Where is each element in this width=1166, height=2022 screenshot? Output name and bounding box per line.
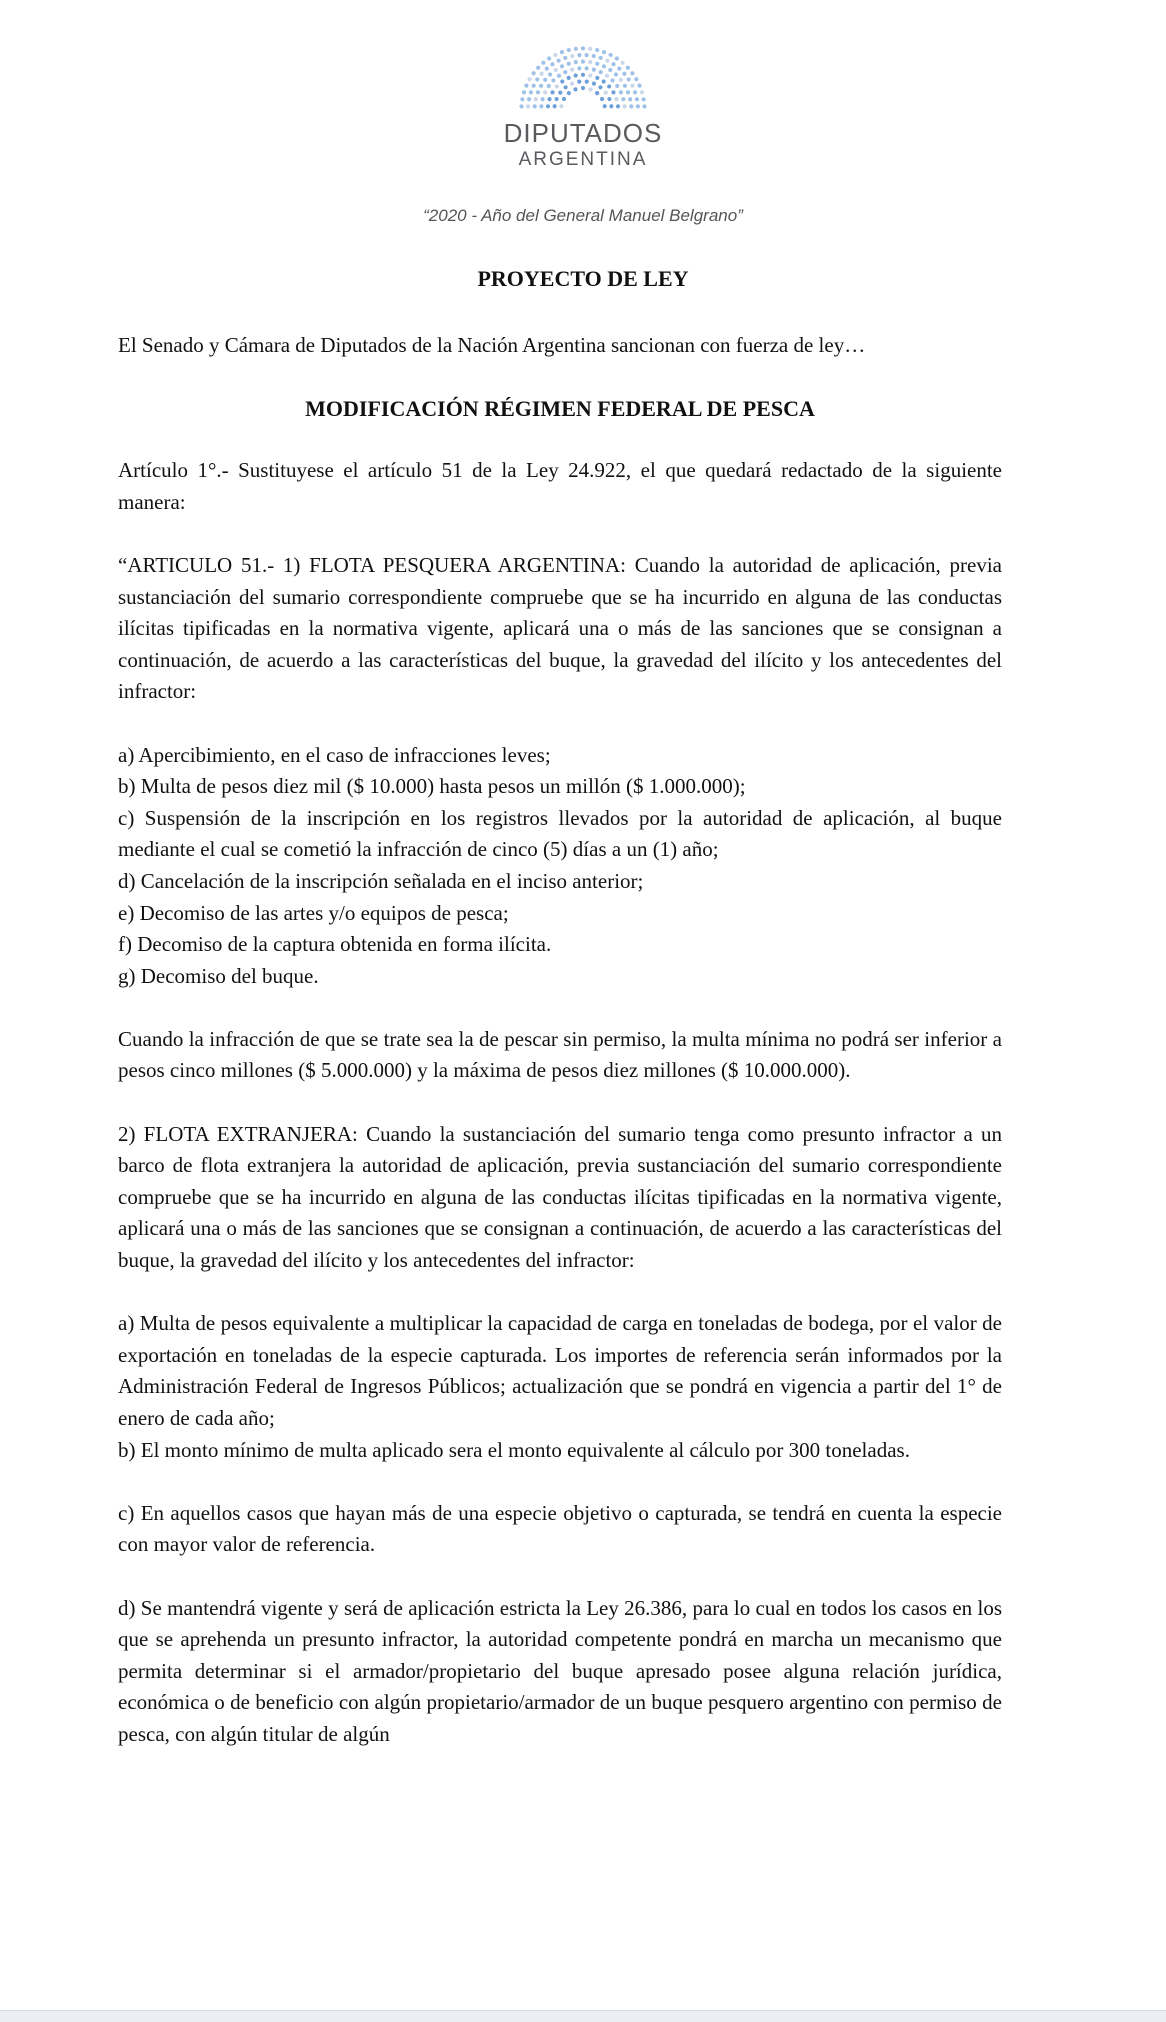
article-51-intro: “ARTICULO 51.- 1) FLOTA PESQUERA ARGENTINA: Cuando la autoridad de aplicación, previa sustanciación del sumario correspondiente compruebe que se ha incurrido en alguna de las conductas ilícitas tipificadas en la normativa vigente, aplicará una o más de las sanciones que se consignan a continuación, de acuerdo a las características del buque, la gravedad del ilícito y los antecedentes del infractor:: [118, 552, 1002, 704]
diputados-logo: [0, 40, 1166, 172]
sanction-item-c: c) Suspensión de la inscripción en los registros llevados por la autoridad de aplicación, al buque mediante el cual se cometió la infracción de cinco (5) días a un (1) año;: [118, 805, 1002, 862]
viewer-bottom-edge: [0, 2010, 1166, 2022]
foreign-fleet-paragraph: 2) FLOTA EXTRANJERA: Cuando la sustanciación del sumario tenga como presunto infractor a un barco de flota extranjera la autoridad de aplicación, previa sustanciación del sumario correspondiente compruebe que se ha incurrido en alguna de las conductas ilícitas tipificadas en la normativa vigente, aplicará una o más de las sanciones que se consignan a continuación, de acuerdo a las características del buque, la gravedad del ilícito y los antecedentes del infractor:: [118, 1121, 1002, 1273]
sanction-item-b: b) Multa de pesos diez mil ($ 10.000) hasta pesos un millón ($ 1.000.000);: [118, 774, 746, 799]
foreign-item-c: c) En aquellos casos que hayan más de una especie objetivo o capturada, se tendrá en cuenta la especie con mayor valor de referencia.: [118, 1500, 1002, 1557]
enacting-clause: El Senado y Cámara de Diputados de la Nación Argentina sancionan con fuerza de ley…: [118, 333, 866, 357]
sanction-item-g: g) Decomiso del buque.: [118, 963, 319, 988]
foreign-item-b: b) El monto mínimo de multa aplicado sera el monto equivalente al cálculo por 300 toneladas.: [118, 1437, 910, 1462]
section-title: MODIFICACIÓN RÉGIMEN FEDERAL DE PESCA: [305, 395, 815, 421]
document-title: PROYECTO DE LEY: [477, 266, 689, 291]
year-motto: “2020 - Año del General Manuel Belgrano”: [423, 206, 743, 225]
foreign-item-a: a) Multa de pesos equivalente a multiplicar la capacidad de carga en toneladas de bodega, por el valor de exportación en toneladas de la especie capturada. Los importes de referencia serán informados por la Administración Federal de Ingresos Públicos; actualización que se pondrá en vigencia a partir del 1° de enero de cada año;: [118, 1311, 1002, 1430]
logo-subtitle: ARGENTINA: [518, 149, 648, 170]
foreign-item-d: d) Se mantendrá vigente y será de aplicación estricta la Ley 26.386, para lo cual en todos los casos en los que se aprehenda un presunto infractor, la autoridad competente pondrá en marcha un mecanismo que permita determinar si el armador/propietario del buque apresado posee alguna relación jurídica, económica o de beneficio con algún propietario/armador de un buque pesquero argentino con permiso de pesca, con algún titular de algún: [118, 1595, 1002, 1746]
document-body: [118, 330, 1002, 1751]
article-1: Artículo 1°.- Sustituyese el artículo 51 de la Ley 24.922, el que quedará redactado de la siguiente manera:: [118, 458, 1002, 514]
sanction-item-f: f) Decomiso de la captura obtenida en forma ilícita.: [118, 932, 552, 957]
sanction-item-a: a) Apercibimiento, en el caso de infracciones leves;: [118, 742, 551, 767]
sanction-item-e: e) Decomiso de las artes y/o equipos de pesca;: [118, 900, 509, 925]
no-permit-paragraph: Cuando la infracción de que se trate sea la de pescar sin permiso, la multa mínima no podrá ser inferior a pesos cinco millones ($ 5.000.000) y la máxima de pesos diez millones ($ 10.000.000).: [118, 1026, 1002, 1083]
logo-name: DIPUTADOS: [503, 118, 663, 148]
sanction-item-d: d) Cancelación de la inscripción señalada en el inciso anterior;: [118, 868, 644, 893]
hemicycle-emblem-icon: [513, 40, 653, 112]
